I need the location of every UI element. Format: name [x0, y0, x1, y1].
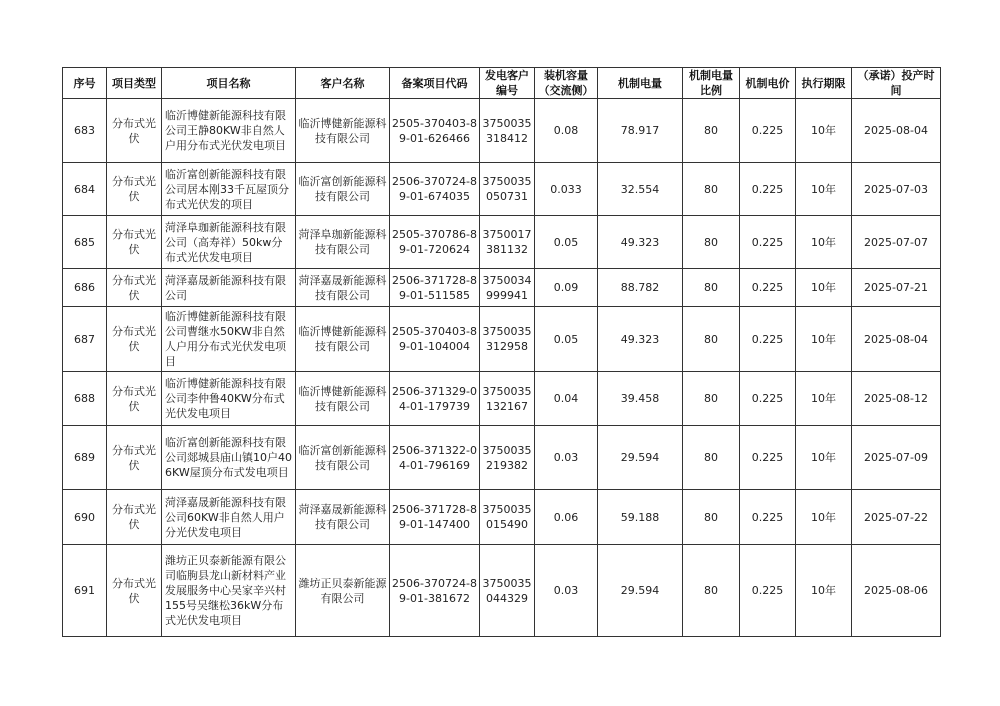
cell-account: 3750035015490: [480, 490, 535, 545]
cell-code: 2505-370403-89-01-104004: [390, 307, 480, 372]
header-energy: 机制电量: [598, 68, 683, 99]
cell-capacity: 0.09: [535, 269, 598, 307]
cell-project-name: 菏泽嘉晟新能源科技有限公司: [162, 269, 296, 307]
table-row: [63, 163, 941, 216]
cell-ratio: 80: [683, 426, 740, 490]
header-row: [63, 68, 941, 99]
cell-seq: 691: [63, 545, 107, 637]
header-account: 发电客户编号: [480, 68, 535, 99]
cell-date: 2025-07-21: [852, 269, 941, 307]
cell-price: 0.225: [740, 545, 796, 637]
cell-date: 2025-08-06: [852, 545, 941, 637]
cell-type: 分布式光伏: [107, 426, 162, 490]
cell-type: 分布式光伏: [107, 490, 162, 545]
cell-customer: 临沂富创新能源科技有限公司: [296, 163, 390, 216]
cell-code: 2506-371728-89-01-511585: [390, 269, 480, 307]
cell-date: 2025-07-07: [852, 216, 941, 269]
cell-seq: 686: [63, 269, 107, 307]
header-customer: 客户名称: [296, 68, 390, 99]
cell-term: 10年: [796, 426, 852, 490]
cell-price: 0.225: [740, 216, 796, 269]
cell-energy: 78.917: [598, 99, 683, 163]
header-type: 项目类型: [107, 68, 162, 99]
project-table: [62, 67, 941, 637]
cell-term: 10年: [796, 490, 852, 545]
table-row: [63, 372, 941, 426]
cell-code: 2506-371329-04-01-179739: [390, 372, 480, 426]
cell-customer: 临沂博健新能源科技有限公司: [296, 372, 390, 426]
cell-term: 10年: [796, 269, 852, 307]
cell-project-name: 临沂富创新能源科技有限公司郯城县庙山镇10户406KW屋顶分布式发电项目: [162, 426, 296, 490]
cell-term: 10年: [796, 372, 852, 426]
cell-date: 2025-08-04: [852, 307, 941, 372]
cell-ratio: 80: [683, 99, 740, 163]
cell-energy: 88.782: [598, 269, 683, 307]
cell-price: 0.225: [740, 372, 796, 426]
cell-seq: 690: [63, 490, 107, 545]
cell-code: 2506-370724-89-01-674035: [390, 163, 480, 216]
cell-capacity: 0.03: [535, 426, 598, 490]
table-row: [63, 216, 941, 269]
cell-code: 2506-371322-04-01-796169: [390, 426, 480, 490]
cell-project-name: 临沂博健新能源科技有限公司曹继水50KW非自然人户用分布式光伏发电项目: [162, 307, 296, 372]
cell-term: 10年: [796, 163, 852, 216]
header-seq: 序号: [63, 68, 107, 99]
cell-customer: 菏泽阜珈新能源科技有限公司: [296, 216, 390, 269]
cell-price: 0.225: [740, 426, 796, 490]
cell-customer: 菏泽嘉晟新能源科技有限公司: [296, 490, 390, 545]
cell-code: 2506-370724-89-01-381672: [390, 545, 480, 637]
cell-project-name: 潍坊正贝泰新能源有限公司临朐县龙山新材料产业发展服务中心吴家辛兴村155号吴继松36kW分布式光伏发电项目: [162, 545, 296, 637]
cell-date: 2025-08-12: [852, 372, 941, 426]
cell-project-name: 菏泽阜珈新能源科技有限公司（高寿祥）50kw分布式光伏发电项目: [162, 216, 296, 269]
cell-customer: 临沂富创新能源科技有限公司: [296, 426, 390, 490]
cell-code: 2505-370786-89-01-720624: [390, 216, 480, 269]
cell-customer: 临沂博健新能源科技有限公司: [296, 99, 390, 163]
cell-ratio: 80: [683, 545, 740, 637]
cell-seq: 684: [63, 163, 107, 216]
cell-seq: 689: [63, 426, 107, 490]
cell-type: 分布式光伏: [107, 545, 162, 637]
header-term: 执行期限: [796, 68, 852, 99]
cell-date: 2025-07-03: [852, 163, 941, 216]
cell-ratio: 80: [683, 163, 740, 216]
cell-capacity: 0.06: [535, 490, 598, 545]
table-row: [63, 426, 941, 490]
cell-code: 2505-370403-89-01-626466: [390, 99, 480, 163]
cell-price: 0.225: [740, 307, 796, 372]
cell-energy: 39.458: [598, 372, 683, 426]
cell-account: 3750017381132: [480, 216, 535, 269]
cell-seq: 685: [63, 216, 107, 269]
cell-capacity: 0.05: [535, 216, 598, 269]
cell-account: 3750035132167: [480, 372, 535, 426]
cell-capacity: 0.033: [535, 163, 598, 216]
cell-type: 分布式光伏: [107, 372, 162, 426]
cell-ratio: 80: [683, 490, 740, 545]
table-row: [63, 269, 941, 307]
cell-account: 3750034999941: [480, 269, 535, 307]
table-row: [63, 545, 941, 637]
cell-energy: 29.594: [598, 545, 683, 637]
cell-date: 2025-07-09: [852, 426, 941, 490]
cell-capacity: 0.08: [535, 99, 598, 163]
header-ratio: 机制电量比例: [683, 68, 740, 99]
cell-account: 3750035044329: [480, 545, 535, 637]
table-row: [63, 490, 941, 545]
cell-customer: 临沂博健新能源科技有限公司: [296, 307, 390, 372]
header-project-name: 项目名称: [162, 68, 296, 99]
cell-ratio: 80: [683, 216, 740, 269]
table-row: [63, 99, 941, 163]
cell-seq: 683: [63, 99, 107, 163]
cell-ratio: 80: [683, 372, 740, 426]
cell-date: 2025-08-04: [852, 99, 941, 163]
cell-energy: 49.323: [598, 307, 683, 372]
cell-energy: 29.594: [598, 426, 683, 490]
header-price: 机制电价: [740, 68, 796, 99]
cell-account: 3750035219382: [480, 426, 535, 490]
cell-price: 0.225: [740, 163, 796, 216]
cell-capacity: 0.05: [535, 307, 598, 372]
table-row: [63, 307, 941, 372]
cell-capacity: 0.04: [535, 372, 598, 426]
cell-price: 0.225: [740, 99, 796, 163]
cell-energy: 49.323: [598, 216, 683, 269]
cell-term: 10年: [796, 545, 852, 637]
header-capacity: 装机容量（交流侧）: [535, 68, 598, 99]
cell-term: 10年: [796, 216, 852, 269]
cell-term: 10年: [796, 99, 852, 163]
cell-date: 2025-07-22: [852, 490, 941, 545]
cell-project-name: 临沂富创新能源科技有限公司居本刚33千瓦屋顶分布式光伏发的项目: [162, 163, 296, 216]
cell-ratio: 80: [683, 269, 740, 307]
cell-seq: 687: [63, 307, 107, 372]
cell-type: 分布式光伏: [107, 99, 162, 163]
cell-customer: 潍坊正贝泰新能源有限公司: [296, 545, 390, 637]
cell-capacity: 0.03: [535, 545, 598, 637]
cell-price: 0.225: [740, 269, 796, 307]
cell-account: 3750035050731: [480, 163, 535, 216]
cell-ratio: 80: [683, 307, 740, 372]
cell-type: 分布式光伏: [107, 216, 162, 269]
cell-price: 0.225: [740, 490, 796, 545]
cell-type: 分布式光伏: [107, 307, 162, 372]
cell-account: 3750035312958: [480, 307, 535, 372]
cell-project-name: 临沂博健新能源科技有限公司王静80KW非自然人户用分布式光伏发电项目: [162, 99, 296, 163]
cell-customer: 菏泽嘉晟新能源科技有限公司: [296, 269, 390, 307]
cell-seq: 688: [63, 372, 107, 426]
cell-code: 2506-371728-89-01-147400: [390, 490, 480, 545]
header-date: （承诺）投产时间: [852, 68, 941, 99]
cell-type: 分布式光伏: [107, 163, 162, 216]
cell-term: 10年: [796, 307, 852, 372]
cell-type: 分布式光伏: [107, 269, 162, 307]
header-code: 备案项目代码: [390, 68, 480, 99]
cell-energy: 59.188: [598, 490, 683, 545]
cell-energy: 32.554: [598, 163, 683, 216]
cell-account: 3750035318412: [480, 99, 535, 163]
cell-project-name: 临沂博健新能源科技有限公司李仲鲁40KW分布式光伏发电项目: [162, 372, 296, 426]
cell-project-name: 菏泽嘉晟新能源科技有限公司60KW非自然人用户分光伏发电项目: [162, 490, 296, 545]
